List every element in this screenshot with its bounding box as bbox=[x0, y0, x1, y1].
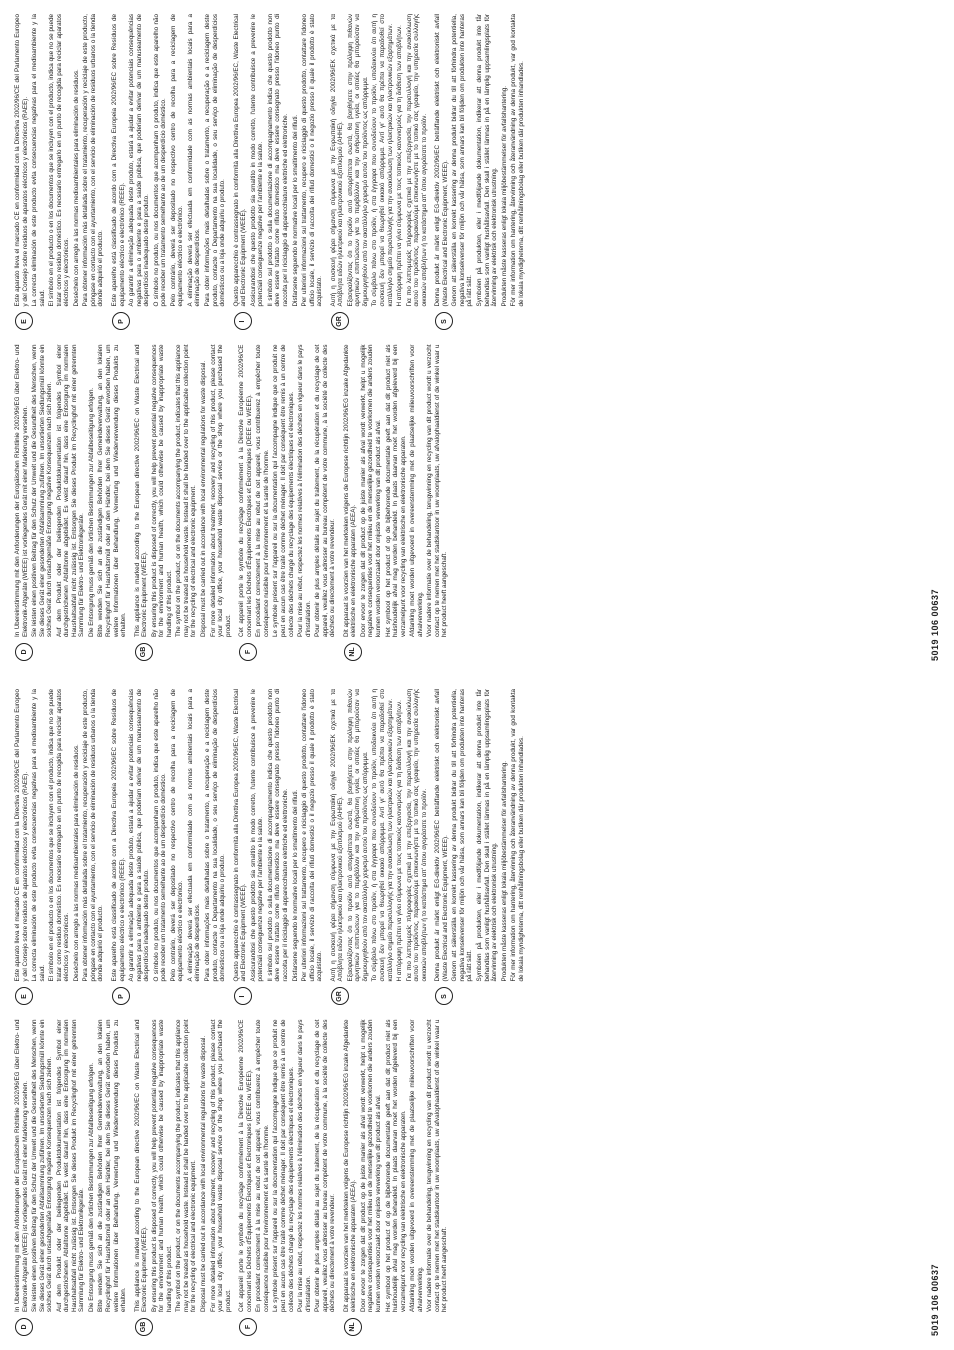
paragraph: Το σύμβολο πάνω στο προϊόν, ή στα έγγραφα που συνοδεύουν το προϊόν, υποδεικνύει ότι αυτή η συσκευή δεν μπορεί να θεωρηθεί οικιακό απόρριμμα. Αντί γι' αυτό θα πρέπει να παραδοθεί στο κατάλληλο σημείο περισυλλογής για την ανακύκλωση των ηλεκτρικών και ηλεκτρονικών εξαρτημάτων. bbox=[371, 689, 394, 982]
paragraph: The symbol on the product, or on the documents accompanying the product, indicates that this appliance may not be treated as household waste. Instead it shall be handed over to the applicable collection point for the recycling of electrical and electronic equipment. bbox=[175, 1019, 198, 1312]
rotated-sheet bbox=[0, 675, 954, 1350]
paragraph: Questo apparecchio è contrassegnato in conformità alla Direttiva Europea 2002/96/EC, Waste Electrical and Electronic Equipment (WEEE). bbox=[232, 14, 248, 307]
paragraph: Para obtener información más detallada sobre el tratamiento, recuperación y reciclaje de este producto, póngase en contacto con el ayuntamiento, con el servicio de eliminación de residuos urbanos o la tienda donde adquirió el producto. bbox=[82, 14, 105, 307]
paragraph: Εξασφαλίζοντας ότι το προϊόν αυτό απορρίπτεται σωστά, θα βοηθήσετε στην πρόληψη πιθανών αρνητικών επιπτώσεων για το περιβάλλον και την ανθρώπινη υγεία, οι οποίες θα μπορούσαν να δημιουργηθούν από τον ακατάλληλο χειρισμό αυτού του προϊόντος ως απόρριμμα. bbox=[346, 14, 369, 307]
lang-badge: GR bbox=[331, 313, 349, 331]
paragraph: Per ulteriori informazioni sul trattamento, recupero e riciclaggio di questo prodotto, contattare l'idoneo ufficio locale, il servizio di raccolta dei rifiuti domestici o il negozio presso il quale il prodotto è stato acquistato. bbox=[301, 689, 324, 982]
paragraph: By ensuring this product is disposed of correctly, you will help prevent potential negative consequences for the environment and human health, which could otherwise be caused by inappropriate waste handling of this product. bbox=[150, 1019, 173, 1312]
paragraph: Αυτή η συσκευή φέρει σήμανση σύμφωνα με την Ευρωπαϊκή οδηγία 2002/96/ΕΚ σχετικά με τα Απόβλητα ειδών ηλεκτρικού και ηλεκτρονικού εξοπλισμού (ΑΗΗΕ). bbox=[329, 14, 345, 307]
paragraph: Para obter informações mais detalhadas sobre o tratamento, a recuperação e a reciclagem deste produto, contacte o Departamento na sua localidade, o seu serviço de eliminação de desperdícios domésticos ou a loja onde adquiriu o produto. bbox=[204, 689, 227, 982]
section-e bbox=[14, 689, 107, 1006]
paragraph: Για πιο λεπτομερείς πληροφορίες σχετικά με την επεξεργασία, την περισυλλογή και την ανακύκλωση αυτού του προϊόντος, παρακαλούμε επικοινωνήστε με το τοπικό σας γραφείο, την υπηρεσία συλλογής οικιακών αποβλήτων ή το κατάστημα απ' όπου αγοράσατε το προϊόν. bbox=[405, 689, 428, 982]
paragraph: Deséchelo con arreglo a las normas medioambientales para eliminación de residuos. bbox=[72, 744, 80, 982]
paragraph: Ao garantir a eliminação adequada deste produto, estará a ajudar a evitar potenciais consequências negativas para o ambiente e para a saúde pública, que poderiam derivar de um manuseamento de desperdícios inadequado deste produto. bbox=[128, 689, 151, 982]
section-gr bbox=[330, 14, 431, 331]
section-nl bbox=[343, 1020, 451, 1337]
lang-badge: P bbox=[112, 988, 130, 1006]
paragraph: Dit apparaat is voorzien van het merkteken volgens de Europese richtlijn 2002/96/EG inzake Afgedankte elektrische en elektronische apparaten (AEEA). bbox=[342, 1019, 358, 1312]
section-gb bbox=[134, 345, 235, 662]
paragraph: Este aparato lleva el marcado CE en conformidad con la Directiva 2002/96/CE del Parlamento Europeo y del Consejo sobre residuos de aparatos eléctricos y electrónicos (RAEE). bbox=[14, 689, 29, 982]
paragraph: Αυτή η συσκευή φέρει σήμανση σύμφωνα με την Ευρωπαϊκή οδηγία 2002/96/ΕΚ σχετικά με τα Απόβλητα ειδών ηλεκτρικού και ηλεκτρονικού εξοπλισμού (ΑΗΗΕ). bbox=[329, 689, 345, 982]
paragraph: Voor nadere informatie over de behandeling, terugwinning en recycling van dit product wordt u verzocht contact op te nemen met het stadskantoor in uw woonplaats, uw afvalophaaldienst of de winkel waar u het product heeft aangeschaft. bbox=[426, 1019, 449, 1312]
paragraph: Le symbole présent sur l'appareil ou sur la documentation qui l'accompagne indique que ce produit ne peut en aucun cas être traité comme déchet ménager. Il doit par conséquent être remis à un centre de collecte des déchets chargé du recyclage des équipements électriques et électroniques. bbox=[272, 1019, 295, 1312]
paragraph: Η απόρριψη πρέπει να γίνει σύμφωνα με τους τοπικούς κανονισμούς για τη διάθεση των αποβλήτων. bbox=[396, 700, 404, 982]
lang-badge: S bbox=[435, 313, 453, 331]
paragraph: Le symbole présent sur l'appareil ou sur la documentation qui l'accompagne indique que ce produit ne peut en aucun cas être traité comme déchet ménager. Il doit par conséquent être remis à un centre de collecte des déchets chargé du recyclage des équipements électriques et électroniques. bbox=[272, 344, 295, 637]
paragraph: Εξασφαλίζοντας ότι το προϊόν αυτό απορρίπτεται σωστά, θα βοηθήσετε στην πρόληψη πιθανών αρνητικών επιπτώσεων για το περιβάλλον και την ανθρώπινη υγεία, οι οποίες θα μπορούσαν να δημιουργηθούν από τον ακατάλληλο χειρισμό αυτού του προϊόντος ως απόρριμμα. bbox=[346, 689, 369, 982]
section-p bbox=[111, 689, 229, 1006]
text-columns bbox=[14, 14, 940, 661]
section-i bbox=[233, 689, 326, 1006]
section-nl bbox=[343, 345, 451, 662]
column-left bbox=[14, 1020, 940, 1337]
paragraph: Para obtener información más detallada sobre el tratamiento, recuperación y reciclaje de este producto, póngase en contacto con el ayuntamiento, con el servicio de eliminación de residuos urbanos o la tienda donde adquirió el producto. bbox=[82, 689, 105, 982]
lang-badge: F bbox=[239, 643, 257, 661]
paragraph: Sie leisten einen positiven Beitrag für den Schutz der Umwelt und die Gesundheit des Menschen, wenn Sie dieses Gerät einer gesonderten Abfallsammlung zuführen. Im unsortierten Siedlungsmüll könnte ein solches Gerät durch unsachgemäße Entsorgung negative Konsequenzen nach sich ziehen. bbox=[31, 344, 54, 637]
paragraph: För mer information om hantering, återvinning och återanvändning av denna produkt, var god kontakta de lokala myndigheterna, ditt renhållningsbolag eller butiken där produkten inhandlades. bbox=[510, 14, 525, 307]
lang-badge: GB bbox=[135, 643, 153, 661]
lang-badge: D bbox=[15, 643, 33, 661]
paragraph: O símbolo no produto, ou nos documentos que acompanham o produto, indica que este aparelho não pode receber um tratamento semelhante ao de um desperdício doméstico. bbox=[152, 689, 168, 982]
lang-badge: F bbox=[239, 1318, 257, 1336]
paragraph: Genom att säkerställa en korrekt kassering av denna produkt bidrar du till att förhindra potentiella, negativa konsekvenser för miljön och vår hälsa, som annars kan bli följden om produkten inte hanteras på rätt sätt. bbox=[451, 14, 474, 307]
lang-badge: D bbox=[15, 1318, 33, 1336]
lang-badge: E bbox=[15, 988, 33, 1006]
paragraph: Bitte wenden Sie sich an die zuständigen Behörden Ihrer Gemeindeverwaltung, an den lokalen Recyclinghof für Haushaltsmüll oder an den Händler, bei dem Sie dieses Gerät erworben haben, um weitere Informationen über Behandlung, Verwertung und Wiederverwendung dieses Produkts zu erhalten. bbox=[97, 344, 128, 637]
section-s bbox=[434, 689, 527, 1006]
paragraph: Het symbool op het product of op de bijbehorende documentatie geeft aan dat dit product niet als huishoudelijk afval mag worden behandeld. In plaats daarvan moet het worden afgeleverd bij een verzamelpunt voor recycling van elektrische en elektronische apparaten. bbox=[384, 1019, 407, 1312]
paragraph: Disfarsene seguendo le normative locali per lo smaltimento dei rifiuti. bbox=[291, 114, 299, 307]
paragraph: Pour la mise au rebut, respectez les normes relatives à l'élimination des déchets en vigueur dans le pays d'installation. bbox=[297, 1019, 312, 1312]
paragraph: Il simbolo sul prodotto o sulla documentazione di accompagnamento indica che questo prodotto non deve essere trattato come rifiuto domestico ma deve essere consegnato presso l'idoneo punto di raccolta per il riciclaggio di apparecchiature elettriche ed elettroniche. bbox=[266, 14, 289, 307]
paragraph: Sie leisten einen positiven Beitrag für den Schutz der Umwelt und die Gesundheit des Menschen, wenn Sie dieses Gerät einer gesonderten Abfallsammlung zuführen. Im unsortierten Siedlungsmüll könnte ein solches Gerät durch unsachgemäße Entsorgung negative Konsequenzen nach sich ziehen. bbox=[31, 1019, 54, 1312]
section-f bbox=[238, 1020, 339, 1337]
paragraph: Auf dem Produkt oder der beiliegenden Produktdokumentation ist folgendes Symbol einer durchgestrichenen Abfalltonne abgebildet. Es weist darauf hin, dass eine Entsorgung im normalen Haushaltsabfall nicht zulässig ist. Entsorgen Sie dieses Produkt im Recyclinghof mit einer getrennten Sammlung für Elektro- und Elektronikgeräte. bbox=[55, 344, 86, 637]
section-e bbox=[14, 14, 107, 331]
paragraph: La correcta eliminación de este producto evita consecuencias negativas para el medioambiente y la salud. bbox=[31, 689, 46, 982]
paragraph: In Übereinstimmung mit den Anforderungen der Europäischen Richtlinie 2002/96/EG über Elektro- und Elektronik-Altgeräte (WEEE) ist vorliegendes Gerät mit einer Markierung versehen. bbox=[14, 344, 29, 637]
paragraph: Produkten måste kasseras enligt lokala miljöbestämmelser för avfallshantering. bbox=[500, 761, 508, 982]
paragraph: Deséchelo con arreglo a las normas medioambientales para eliminación de residuos. bbox=[72, 69, 80, 307]
paragraph: Disfarsene seguendo le normative locali per lo smaltimento dei rifiuti. bbox=[291, 789, 299, 982]
paragraph: Door ervoor te zorgen dat dit product op de juiste manier als afval wordt verwerkt, helpt u mogelijk negatieve consequenties voor het milieu en de menselijke gezondheid te voorkomen die anders zouden kunnen worden veroorzaakt door onjuiste verwerking van dit product als afval. bbox=[359, 1019, 382, 1312]
paragraph: Symbolen på produkten, eller i medföljande dokumentation, indikerar att denna produkt inte får behandlas som vanligt hushållsavfall. Den skall i stället lämnas in på en lämplig uppsamlingsplats för återvinning av elektrisk och elektronisk utrustning. bbox=[475, 689, 499, 982]
document-code: 5019 106 00637 bbox=[930, 1263, 940, 1336]
paragraph: This appliance is marked according to the European directive 2002/96/EC on Waste Electrical and Electronic Equipment (WEEE). bbox=[133, 1019, 149, 1312]
column-left bbox=[14, 345, 940, 662]
lang-badge: NL bbox=[344, 1318, 362, 1336]
paragraph: Door ervoor te zorgen dat dit product op de juiste manier als afval wordt verwerkt, helpt u mogelijk negatieve consequenties voor het milieu en de menselijke gezondheid te voorkomen die anders zouden kunnen worden veroorzaakt door onjuiste verwerking van dit product als afval. bbox=[359, 344, 382, 637]
paragraph: Este aparelho está classificado de acordo com a Directiva Europeia 2002/96/EC sobre Resíduos de equipamento eléctrico e electrónico (REEE). bbox=[111, 14, 126, 307]
paragraph: Auf dem Produkt oder der beiliegenden Produktdokumentation ist folgendes Symbol einer durchgestrichenen Abfalltonne abgebildet. Es weist darauf hin, dass eine Entsorgung im normalen Haushaltsabfall nicht zulässig ist. Entsorgen Sie dieses Produkt im Recyclinghof mit einer getrennten Sammlung für Elektro- und Elektronikgeräte. bbox=[55, 1019, 86, 1312]
paragraph: En procédant correctement à la mise au rebut de cet appareil, vous contribuerez à empêcher toute conséquence nuisible pour l'environnement et la santé de l'homme. bbox=[255, 344, 270, 637]
paragraph: Το σύμβολο πάνω στο προϊόν, ή στα έγγραφα που συνοδεύουν το προϊόν, υποδεικνύει ότι αυτή η συσκευή δεν μπορεί να θεωρηθεί οικιακό απόρριμμα. Αντί γι' αυτό θα πρέπει να παραδοθεί στο κατάλληλο σημείο περισυλλογής για την ανακύκλωση των ηλεκτρικών και ηλεκτρονικών εξαρτημάτων. bbox=[371, 14, 394, 307]
paragraph: For more detailed information about treatment, recovery and recycling of this product, please contact your local city office, your household waste disposal service or the shop where you purchased the product. bbox=[209, 1019, 232, 1312]
paragraph: A eliminação deverá ser efectuada em conformidade com as normas ambientais locais para a eliminação de desperdícios. bbox=[186, 14, 202, 307]
paragraph: Cet appareil porte le symbole du recyclage conformément à la Directive Européenne 2002/96/CE concernant les Déchets d'Équipements Électriques et Électroniques (DEEE ou WEEE). bbox=[238, 344, 253, 637]
paragraph: Cet appareil porte le symbole du recyclage conformément à la Directive Européenne 2002/96/CE concernant les Déchets d'Équipements Électriques et Électroniques (DEEE ou WEEE). bbox=[238, 1019, 253, 1312]
paragraph: Dit apparaat is voorzien van het merkteken volgens de Europese richtlijn 2002/96/EG inzake Afgedankte elektrische en elektronische apparaten (AEEA). bbox=[342, 344, 358, 637]
lang-badge: I bbox=[234, 988, 252, 1006]
paragraph: Η απόρριψη πρέπει να γίνει σύμφωνα με τους τοπικούς κανονισμούς για τη διάθεση των αποβλήτων. bbox=[396, 25, 404, 307]
paragraph: Pour la mise au rebut, respectez les normes relatives à l'élimination des déchets en vigueur dans le pays d'installation. bbox=[297, 344, 312, 637]
page-copy-bottom bbox=[0, 675, 954, 1350]
paragraph: The symbol on the product, or on the documents accompanying the product, indicates that this appliance may not be treated as household waste. Instead it shall be handed over to the applicable collection point for the recycling of electrical and electronic equipment. bbox=[175, 344, 198, 637]
lang-badge: GB bbox=[135, 1318, 153, 1336]
section-f bbox=[238, 345, 339, 662]
paragraph: Die Entsorgung muss gemäß den örtlichen Bestimmungen zur Abfallbeseitigung erfolgen. bbox=[87, 387, 95, 637]
paragraph: Denna produkt är märkt enligt EG-direktiv 2002/96/EC beträffande elektriskt och elektroniskt avfall (Waste Electrical and Electronic Equipment, WEEE). bbox=[434, 689, 449, 982]
column-right bbox=[14, 14, 940, 331]
paragraph: Disposal must be carried out in accordance with local environmental regulations for waste disposal. bbox=[200, 360, 208, 637]
paragraph: Per ulteriori informazioni sul trattamento, recupero e riciclaggio di questo prodotto, contattare l'idoneo ufficio locale, il servizio di raccolta dei rifiuti domestici o il negozio presso il quale il prodotto è stato acquistato. bbox=[301, 14, 324, 307]
lang-badge: I bbox=[234, 313, 252, 331]
paragraph: Este aparelho está classificado de acordo com a Directiva Europeia 2002/96/EC sobre Resíduos de equipamento eléctrico e electrónico (REEE). bbox=[111, 689, 126, 982]
paragraph: O símbolo no produto, ou nos documentos que acompanham o produto, indica que este aparelho não pode receber um tratamento semelhante ao de um desperdício doméstico. bbox=[152, 14, 168, 307]
paragraph: La correcta eliminación de este producto evita consecuencias negativas para el medioambiente y la salud. bbox=[31, 14, 46, 307]
section-s bbox=[434, 14, 527, 331]
section-d bbox=[14, 345, 130, 662]
paragraph: Afdanking moet worden uitgevoerd in overeenstemming met de plaatselijke milieuvoorschriften voor afvalverwerking. bbox=[409, 1019, 424, 1312]
paragraph: By ensuring this product is disposed of correctly, you will help prevent potential negative consequences for the environment and human health, which could otherwise be caused by inappropriate waste handling of this product. bbox=[150, 344, 173, 637]
paragraph: El símbolo en el producto o en los documentos que se incluyen con el producto, indica que no se puede tratar como residuo doméstico. Es necesario entregarlo en un punto de recogida para reciclar aparatos eléctricos y electrónicos. bbox=[48, 14, 71, 307]
paragraph: Het symbool op het product of op de bijbehorende documentatie geeft aan dat dit product niet als huishoudelijk afval mag worden behandeld. In plaats daarvan moet het worden afgeleverd bij een verzamelpunt voor recycling van elektrische en elektronische apparaten. bbox=[384, 344, 407, 637]
paragraph: Pelo contrário, deverá ser depositado no respectivo centro de recolha para a reciclagem de equipamento eléctrico e electrónico. bbox=[169, 689, 185, 982]
paragraph: El símbolo en el producto o en los documentos que se incluyen con el producto, indica que no se puede tratar como residuo doméstico. Es necesario entregarlo en un punto de recogida para reciclar aparatos eléctricos y electrónicos. bbox=[48, 689, 71, 982]
paragraph: Voor nadere informatie over de behandeling, terugwinning en recycling van dit product wordt u verzocht contact op te nemen met het stadskantoor in uw woonplaats, uw afvalophaaldienst of de winkel waar u het product heeft aangeschaft. bbox=[426, 344, 449, 637]
lang-badge: P bbox=[112, 313, 130, 331]
section-d bbox=[14, 1020, 130, 1337]
section-i bbox=[233, 14, 326, 331]
paragraph: För mer information om hantering, återvinning och återanvändning av denna produkt, var god kontakta de lokala myndigheterna, ditt renhållningsbolag eller butiken där produkten inhandlades. bbox=[510, 689, 525, 982]
paragraph: Ao garantir a eliminação adequada deste produto, estará a ajudar a evitar potenciais consequências negativas para o ambiente e para a saúde pública, que poderiam derivar de um manuseamento de desperdícios inadequado deste produto. bbox=[128, 14, 151, 307]
paragraph: Disposal must be carried out in accordance with local environmental regulations for waste disposal. bbox=[200, 1035, 208, 1312]
lang-badge: NL bbox=[344, 643, 362, 661]
paragraph: Assicurandosi che questo prodotto sia smaltito in modo corretto, l'utente contribuisce a prevenire le potenziali conseguenze negative per l'ambiente e la salute. bbox=[249, 14, 265, 307]
paragraph: Symbolen på produkten, eller i medföljande dokumentation, indikerar att denna produkt inte får behandlas som vanligt hushållsavfall. Den skall i stället lämnas in på en lämplig uppsamlingsplats för återvinning av elektrisk och elektronisk utrustning. bbox=[475, 14, 499, 307]
paragraph: Genom att säkerställa en korrekt kassering av denna produkt bidrar du till att förhindra potentiella, negativa konsekvenser för miljön och vår hälsa, som annars kan bli följden om produkten inte hanteras på rätt sätt. bbox=[451, 689, 474, 982]
paragraph: Para obter informações mais detalhadas sobre o tratamento, a recuperação e a reciclagem deste produto, contacte o Departamento na sua localidade, o seu serviço de eliminação de desperdícios domésticos ou a loja onde adquiriu o produto. bbox=[204, 14, 227, 307]
paragraph: Pour obtenir de plus amples détails au sujet du traitement, de la récupération et du recyclage de cet appareil, veuillez vous adresser au bureau compétent de votre commune, à la société de collecte des déchets ou directement à votre revendeur. bbox=[314, 344, 337, 637]
paragraph: En procédant correctement à la mise au rebut de cet appareil, vous contribuerez à empêcher toute conséquence nuisible pour l'environnement et la santé de l'homme. bbox=[255, 1019, 270, 1312]
paragraph: A eliminação deverá ser efectuada em conformidade com as normas ambientais locais para a eliminação de desperdícios. bbox=[186, 689, 202, 982]
paragraph: Questo apparecchio è contrassegnato in conformità alla Direttiva Europea 2002/96/EC, Waste Electrical and Electronic Equipment (WEEE). bbox=[232, 689, 248, 982]
paragraph: Denna produkt är märkt enligt EG-direktiv 2002/96/EC beträffande elektriskt och elektroniskt avfall (Waste Electrical and Electronic Equipment, WEEE). bbox=[434, 14, 449, 307]
paragraph: This appliance is marked according to the European directive 2002/96/EC on Waste Electrical and Electronic Equipment (WEEE). bbox=[133, 344, 149, 637]
paragraph: Pelo contrário, deverá ser depositado no respectivo centro de recolha para a reciclagem de equipamento eléctrico e electrónico. bbox=[169, 14, 185, 307]
paragraph: Produkten måste kasseras enligt lokala miljöbestämmelser för avfallshantering. bbox=[500, 86, 508, 307]
paragraph: Afdanking moet worden uitgevoerd in overeenstemming met de plaatselijke milieuvoorschriften voor afvalverwerking. bbox=[409, 344, 424, 637]
lang-badge: E bbox=[15, 313, 33, 331]
paragraph: Die Entsorgung muss gemäß den örtlichen Bestimmungen zur Abfallbeseitigung erfolgen. bbox=[87, 1062, 95, 1312]
paragraph: For more detailed information about treatment, recovery and recycling of this product, please contact your local city office, your household waste disposal service or the shop where you purchased the product. bbox=[209, 344, 232, 637]
paragraph: Bitte wenden Sie sich an die zuständigen Behörden Ihrer Gemeindeverwaltung, an den lokalen Recyclinghof für Haushaltsmüll oder an den Händler, bei dem Sie dieses Gerät erworben haben, um weitere Informationen über Behandlung, Verwertung und Wiederverwendung dieses Produkts zu erhalten. bbox=[97, 1019, 128, 1312]
document-code: 5019 106 00637 bbox=[930, 588, 940, 661]
section-gb bbox=[134, 1020, 235, 1337]
paragraph: Για πιο λεπτομερείς πληροφορίες σχετικά με την επεξεργασία, την περισυλλογή και την ανακύκλωση αυτού του προϊόντος, παρακαλούμε επικοινωνήστε με το τοπικό σας γραφείο, την υπηρεσία συλλογής οικιακών αποβλήτων ή το κατάστημα απ' όπου αγοράσατε το προϊόν. bbox=[405, 14, 428, 307]
column-right bbox=[14, 689, 940, 1006]
lang-badge: S bbox=[435, 988, 453, 1006]
paragraph: Pour obtenir de plus amples détails au sujet du traitement, de la récupération et du recyclage de cet appareil, veuillez vous adresser au bureau compétent de votre commune, à la société de collecte des déchets ou directement à votre revendeur. bbox=[314, 1019, 337, 1312]
paragraph: In Übereinstimmung mit den Anforderungen der Europäischen Richtlinie 2002/96/EG über Elektro- und Elektronik-Altgeräte (WEEE) ist vorliegendes Gerät mit einer Markierung versehen. bbox=[14, 1019, 29, 1312]
text-columns bbox=[14, 689, 940, 1336]
section-p bbox=[111, 14, 229, 331]
paragraph: Este aparato lleva el marcado CE en conformidad con la Directiva 2002/96/CE del Parlamento Europeo y del Consejo sobre residuos de aparatos eléctricos y electrónicos (RAEE). bbox=[14, 14, 29, 307]
section-gr bbox=[330, 689, 431, 1006]
lang-badge: GR bbox=[331, 988, 349, 1006]
paragraph: Assicurandosi che questo prodotto sia smaltito in modo corretto, l'utente contribuisce a prevenire le potenziali conseguenze negative per l'ambiente e la salute. bbox=[249, 689, 265, 982]
paragraph: Il simbolo sul prodotto o sulla documentazione di accompagnamento indica che questo prodotto non deve essere trattato come rifiuto domestico ma deve essere consegnato presso l'idoneo punto di raccolta per il riciclaggio di apparecchiature elettriche ed elettroniche. bbox=[266, 689, 289, 982]
